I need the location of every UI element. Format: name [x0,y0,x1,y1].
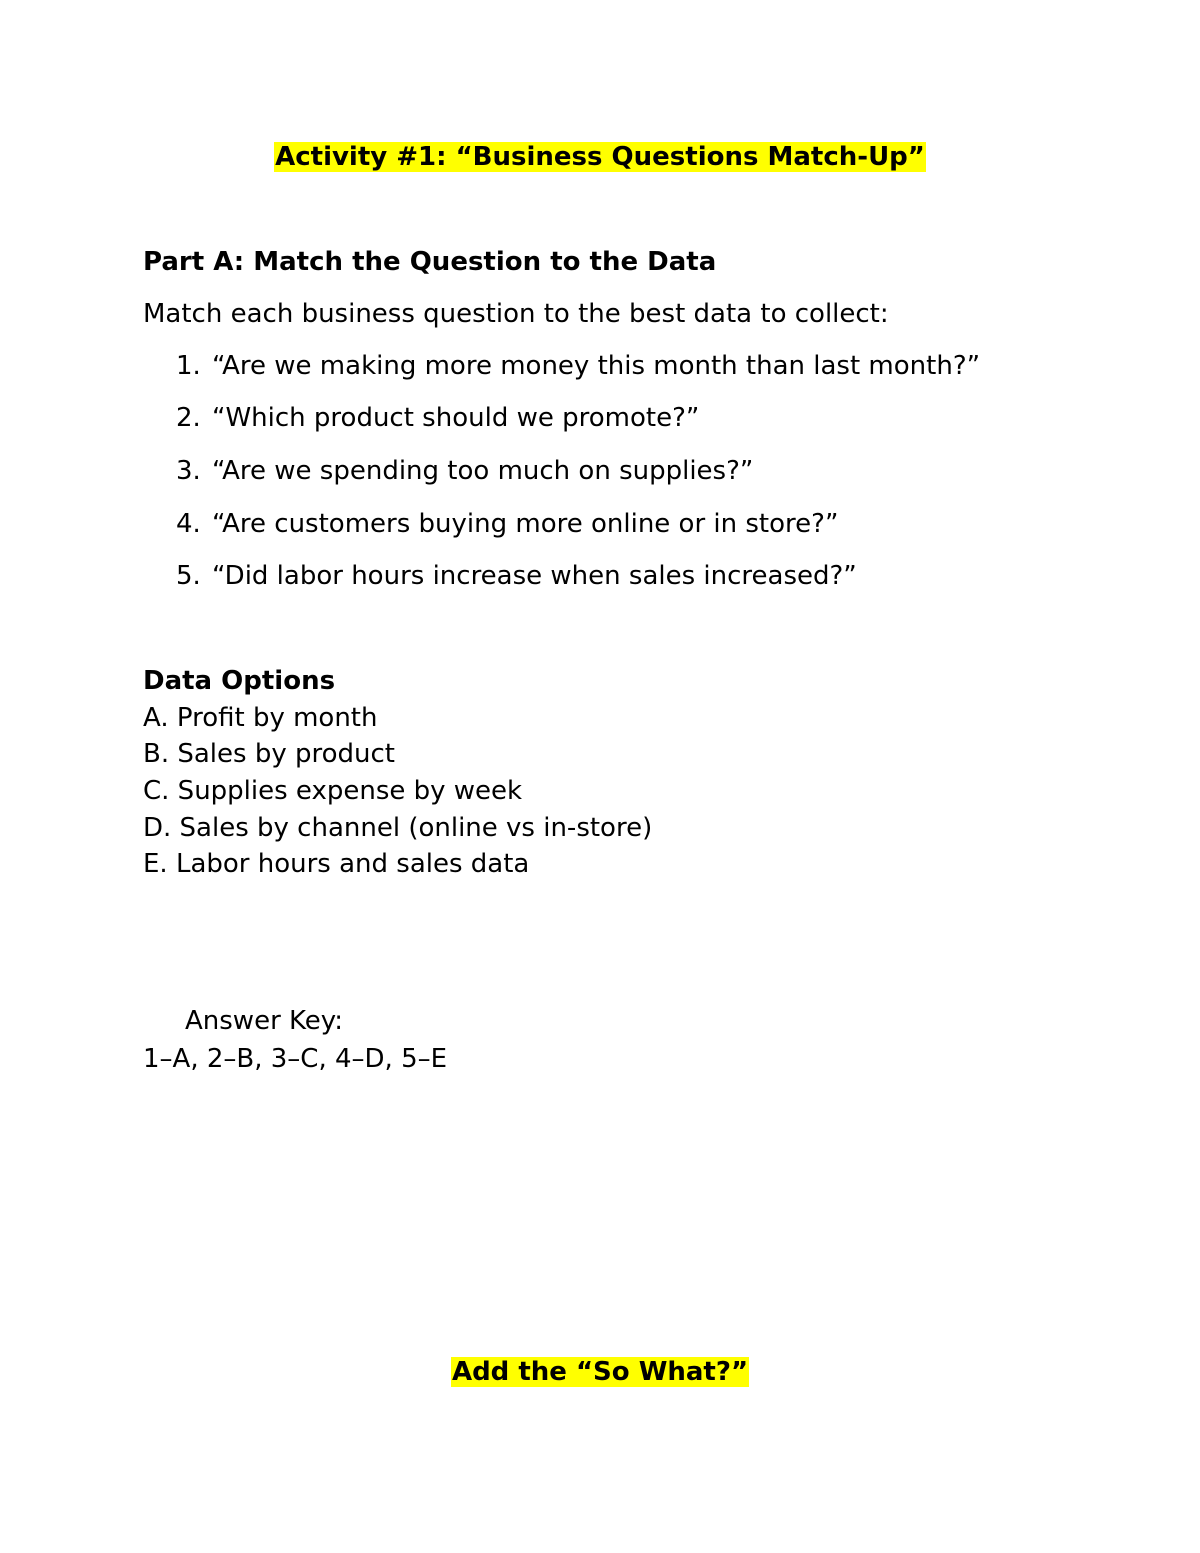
data-option-item: C. Supplies expense by week [143,776,523,806]
activity-title-line [0,141,1200,173]
list-item-text: “Which product should we promote?” [212,403,700,433]
list-item-number: 4. [176,509,201,539]
list-item-number: 3. [176,456,201,486]
data-option-item: D. Sales by channel (online vs in-store) [143,813,653,843]
list-item-number: 2. [176,403,201,433]
list-item [176,402,699,434]
data-options-heading: Data Options [143,666,336,696]
activity-title: Activity #1: “Business Questions Match-Up” [275,142,925,172]
so-what-title: Add the “So What?” [451,1357,749,1387]
list-item-number: 5. [176,561,201,591]
so-what-title-line [0,1356,1200,1388]
data-option-item: B. Sales by product [143,739,395,769]
answer-key-label: Answer Key: [185,1006,344,1036]
list-item-number: 1. [176,351,201,381]
list-item [176,350,980,382]
list-item-text: “Are customers buying more online or in store?” [212,509,839,539]
list-item [176,455,753,487]
answer-key-values: 1–A, 2–B, 3–C, 4–D, 5–E [143,1044,448,1074]
list-item [176,560,857,592]
part-a-instruction: Match each business question to the best data to collect: [143,299,889,329]
data-option-item: E. Labor hours and sales data [143,849,530,879]
data-option-item: A. Profit by month [143,703,378,733]
list-item-text: “Are we spending too much on supplies?” [212,456,754,486]
list-item [176,508,838,540]
list-item-text: “Did labor hours increase when sales increased?” [212,561,857,591]
list-item-text: “Are we making more money this month than last month?” [212,351,981,381]
part-a-heading: Part A: Match the Question to the Data [143,247,717,277]
